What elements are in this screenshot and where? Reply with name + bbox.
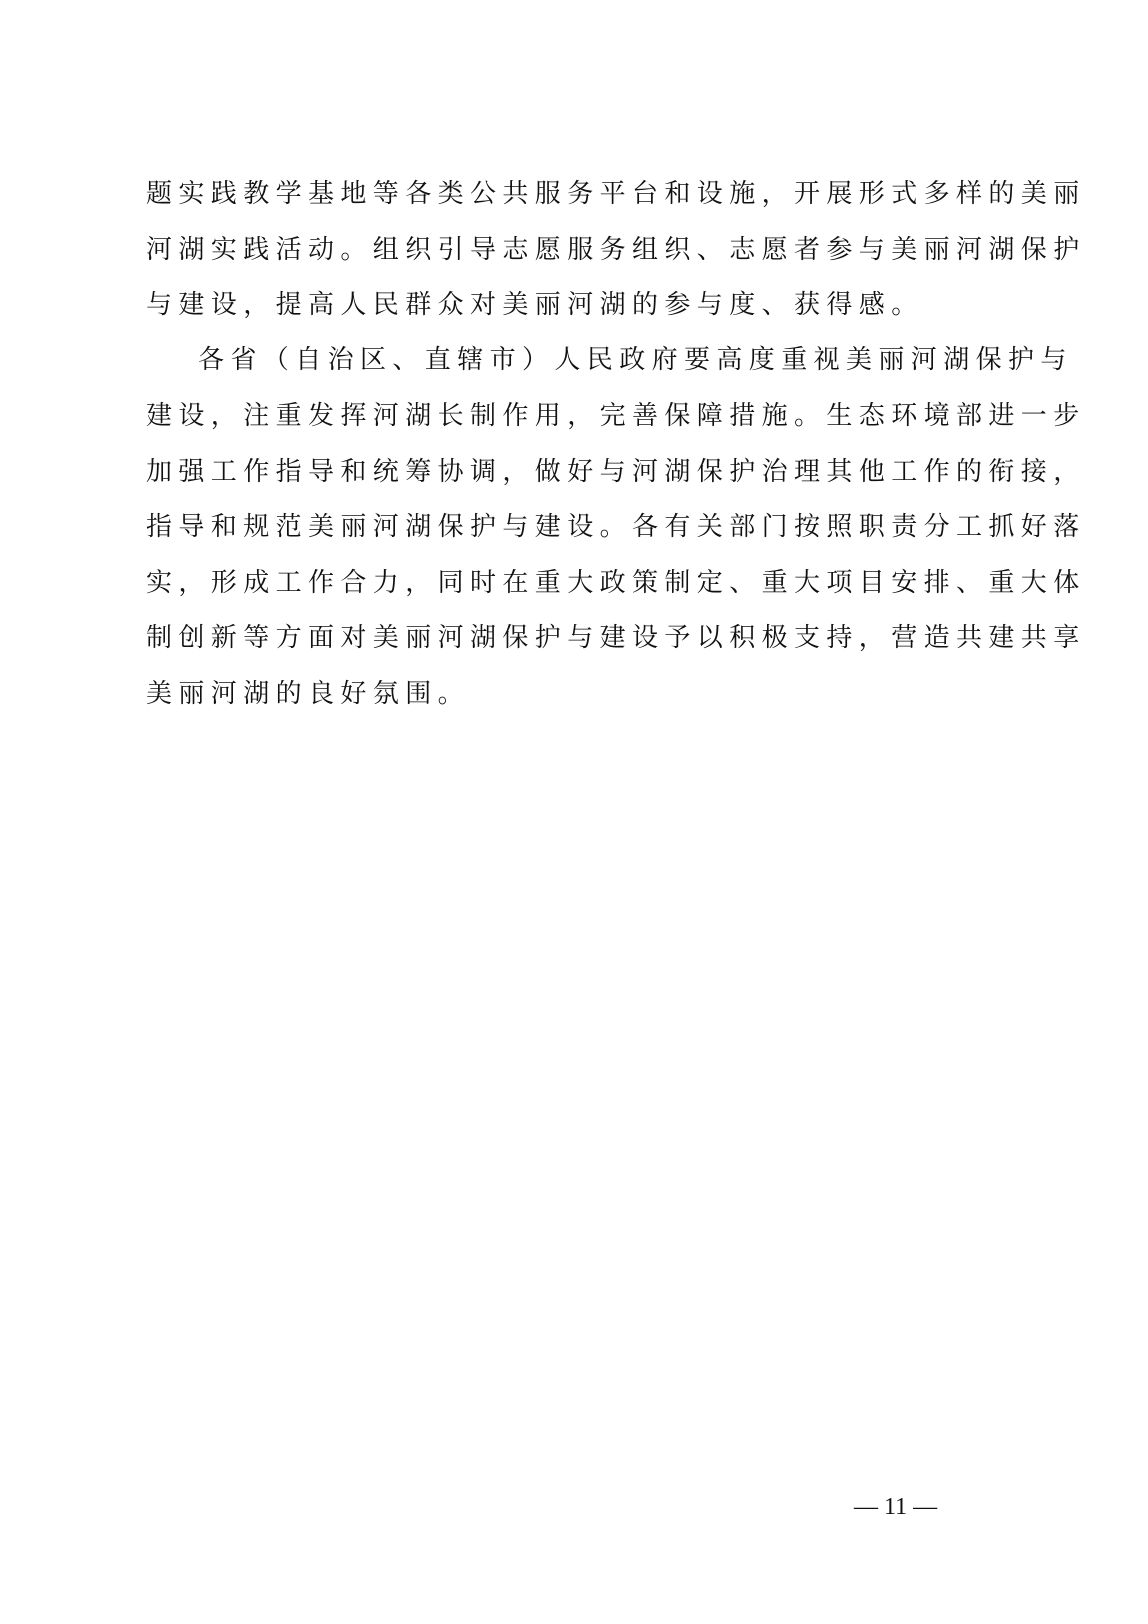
paragraph-first-line: 各省（自治区、直辖市）人民政府要高度重视美丽河湖保护与 [198,345,1073,375]
body-text-line: 美丽河湖的良好氛围。 [146,679,471,709]
body-text-line: 实，形成工作合力，同时在重大政策制定、重大项目安排、重大体 [146,568,1086,598]
body-text-line: 制创新等方面对美丽河湖保护与建设予以积极支持，营造共建共享 [146,623,1086,653]
body-text-line: 建设，注重发挥河湖长制作用，完善保障措施。生态环境部进一步 [146,401,1086,431]
body-text-line: 指导和规范美丽河湖保护与建设。各有关部门按照职责分工抓好落 [146,512,1086,542]
page-number: — 11 — [854,1494,938,1520]
body-text-line: 与建设，提高人民群众对美丽河湖的参与度、获得感。 [146,290,924,320]
body-text-line: 题实践教学基地等各类公共服务平台和设施，开展形式多样的美丽 [146,179,1086,209]
body-text-line: 河湖实践活动。组织引导志愿服务组织、志愿者参与美丽河湖保护 [146,235,1086,265]
body-text-line: 加强工作指导和统筹协调，做好与河湖保护治理其他工作的衔接， [146,457,1086,487]
